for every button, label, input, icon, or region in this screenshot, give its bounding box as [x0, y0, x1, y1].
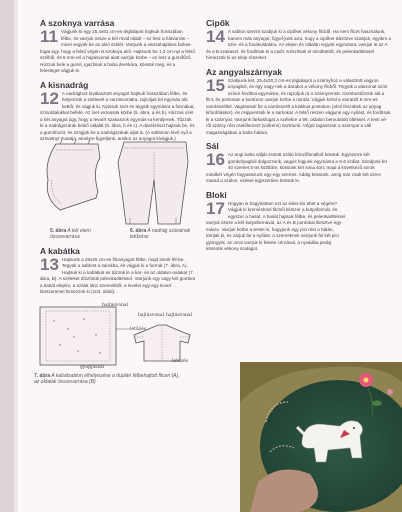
section-jacket — [40, 246, 195, 296]
right-column — [206, 18, 392, 258]
step-number-11: 11 — [40, 27, 58, 46]
figure-5-number: 5. ábra — [50, 227, 67, 234]
label-yarn: gyapjúszál — [80, 364, 105, 370]
section-title-dog: Bloki — [206, 189, 227, 200]
section-skirt — [40, 18, 195, 75]
section-text-skirt: Vágjunk ki egy 25,4x61 cm-es téglalapot hajtsuk hosszában félbe, és varrjuk össze a két rövid oldalt – ez lesz a hátvarrás – mivel vegyük be az alsó szélét. Varrjunk a visszahajtásra farkas-fogat egy, hogy a felső végén is szoknya alól. Hajtsunk be 1,3 cm-nyi a felső szélből, és 6 mm-rel a hajtásvonal alatt varrjuk körbe – ez lesz a gumifűző. Húzzuk bele a gumit, igazítsuk a baba derekára, kössük meg, és a felesleget vágjuk le. — [40, 29, 195, 73]
section-scarf — [206, 141, 392, 185]
label-stitch-1: letűzés — [130, 326, 147, 332]
label-fold-line-1: hajtásvonal — [102, 302, 129, 308]
felt-dog-photo — [240, 362, 402, 512]
jacket-illustration — [34, 301, 194, 371]
figure-6-caption — [130, 228, 192, 240]
left-margin-band — [0, 0, 14, 512]
section-title-pants: A kisnadrág — [40, 79, 89, 90]
step-number-12: 12 — [40, 88, 59, 108]
figure-jacket — [34, 301, 195, 395]
section-title-skirt: A szoknya varrása — [40, 18, 115, 28]
pants-illustration — [40, 140, 195, 226]
section-text-scarf: Az angi baba sálját zsotott szálú hímzőfonalból kössük. Egyszerre két gombolyagból dolgozzunk, vagyis fogjunk egymásra a 6-6 szálat. Szedjünk fel 40 szemet 5-ös kötőtűre, kössünk két sima sort, majd a következő sorok mindkét végén fogyasszunk egy-egy szemet. Addig kössünk, amíg már csak két szem marad a szálon, ezeket egyszerűen kössük le. — [206, 152, 387, 183]
section-shoes — [206, 18, 392, 62]
figure-5-text: A két elem összevarrása — [50, 227, 91, 240]
step-number-17: 17 — [206, 198, 225, 218]
section-text-shoes: A sablon szerint szabjuk ki a cipőket vékony filcből. Ha nem filcet használunk, hanem más anyagot, figyel-jünk arra, hogy a cipőket tükrözve szabjuk, egyikre a szin- és a fonákoldalára. Az elejen és oldalán tegyük egymásra, varrjuk le az A és a B szakaszt, és fordítsuk ki a cipőt. Készítsük el mindkettőt, és pelenkaöltéssel hímezzük ki az eleje részeket. — [206, 29, 392, 60]
label-stitch-2: letűzés — [172, 358, 189, 364]
step-number-16: 16 — [206, 150, 225, 169]
label-fold-line-3: hajtásvonal — [166, 312, 193, 318]
left-column — [34, 18, 195, 395]
section-dog — [206, 190, 346, 253]
section-title-scarf: Sál — [206, 141, 219, 151]
section-wings — [206, 67, 392, 137]
section-title-shoes: Cipők — [206, 18, 230, 28]
section-text-pants: A nadrághoz kiválasztott anyagot hajtsuk hosszában félbe, és helyezzük a szélesét a varrásvonalra, rajzoljuk fel egymás alá kettőt, és vágjuk ki. Nyissuk szét és tegyük egymásra a formákat, színoldalukkal befelé. Az ívet vezessük körbe (5. ábra, a és b). Húzzuk szét a két anyagot úgy, hogy a levarrt szakaszok egymás-ra kerüljenek. Tűzzük le a nadrágszárak belső oldalát (6. ábra, b és c). A derékrészt hajtsuk be, és a gumihúzót, és szögjük be a nadrágszárak aljat is. (A sablonon lévő nyíl a szövetnyt mutatja, amelyre figyeljünk, amikor az anyagot kivágjuk.) — [40, 90, 195, 141]
section-title-wings: Az angyalszárnyak — [206, 66, 283, 77]
step-number-13: 13 — [40, 254, 59, 274]
figure-6-text: A nadrág szárainak letűzése — [130, 227, 191, 240]
label-fold-line-2: hajtásvonal — [138, 312, 165, 318]
section-text-jacket: Hajtsunk a 26x26 cm-es filcanyagot félbe, majd ismét fél-be. Tegyük a sablont a sarokba, és vágjuk ki a formát (7. ábra, A). Hajtsuk ki a kabátkát és tűzzük le a kar- és az oldalvo-nalakat (7. ábra, B). A széleket díszítsük pelenkaöltéssel. Varrjunk egy vagy két gombot a kabát elejére, a szálat lánc szemekből, a levelet egy-egy levart lánszemmel himezzük ki (103. oldal). — [40, 256, 195, 294]
left-margin-band-light — [14, 0, 18, 512]
figure-pants — [40, 140, 195, 246]
figure-5-caption — [50, 228, 110, 240]
step-number-14: 14 — [206, 27, 225, 46]
figure-6-number: 6. ábra — [130, 227, 147, 234]
figure-7-number: 7. ábra — [34, 372, 51, 379]
figure-7-text: A kabátsablon elhelyezése a duplán félbehajtott filcen (A), az oldalak összevarrása (B) — [34, 372, 180, 385]
figure-7-caption — [34, 373, 184, 385]
section-pants — [40, 80, 195, 143]
section-text-dog: Hogyan is hagyhattam ezt az édes kis ebet a végére? Vágjuk ki kreméshnel filcből kétszer a kutyaformát, és egyszer a hasat. A hasát hajtsuk félbe, és pelenkaöltéssel varrjuk össze a két kutyaformával, az A és B pontokat illesztve egy-másra. Varrjuk körbe a testet is, hagyjunk egy pici rést a hátán, tömjük ki, és zárjuk be a nyílást. A szemeknek varrjunk fel két pici gyöngyöt, az orrot varrjuk ki fekete cérnával, a nyakába pedig kössünk vékony szalagot. — [206, 200, 346, 251]
step-number-15: 15 — [206, 75, 225, 95]
section-text-wings: Szabjunk két, 25,4x20,3 cm-es téglalapot a szárnyhoz a választott vagyon anyagból, és egy vagy-nek a darabot a vékony filcből. Tegyük a vászonat színt színre fordítva egymásra, és rajzoljuk rá a szárnyrentát. Gombostűzzük alá a filct, és pontosan a kontúron varrjuk körbe a mintát. Vágjuk körül a varrattól 6 mm-es varrásszéllel. Vagdossuk be a varrásszélt a kiskkus pontokon (ahol feszültek az anyag kifordításkor), és csippentsük le a sarkokat. A felső részen vágjunk egy nyílást, és fordítsuk ki a szárnyat. Varrjunk farkasfogat a szélekre a 99. oldalon bemutatott öltéssel. A lenti vé-ről szárny rést cselőlemezt (vollrenn) tisztítunk. Végül ragasszuk a szárnyat a váll magasságában a baba hátára. — [206, 77, 391, 135]
felt-dog-image — [240, 362, 402, 512]
section-title-jacket: A kabátka — [40, 245, 80, 256]
